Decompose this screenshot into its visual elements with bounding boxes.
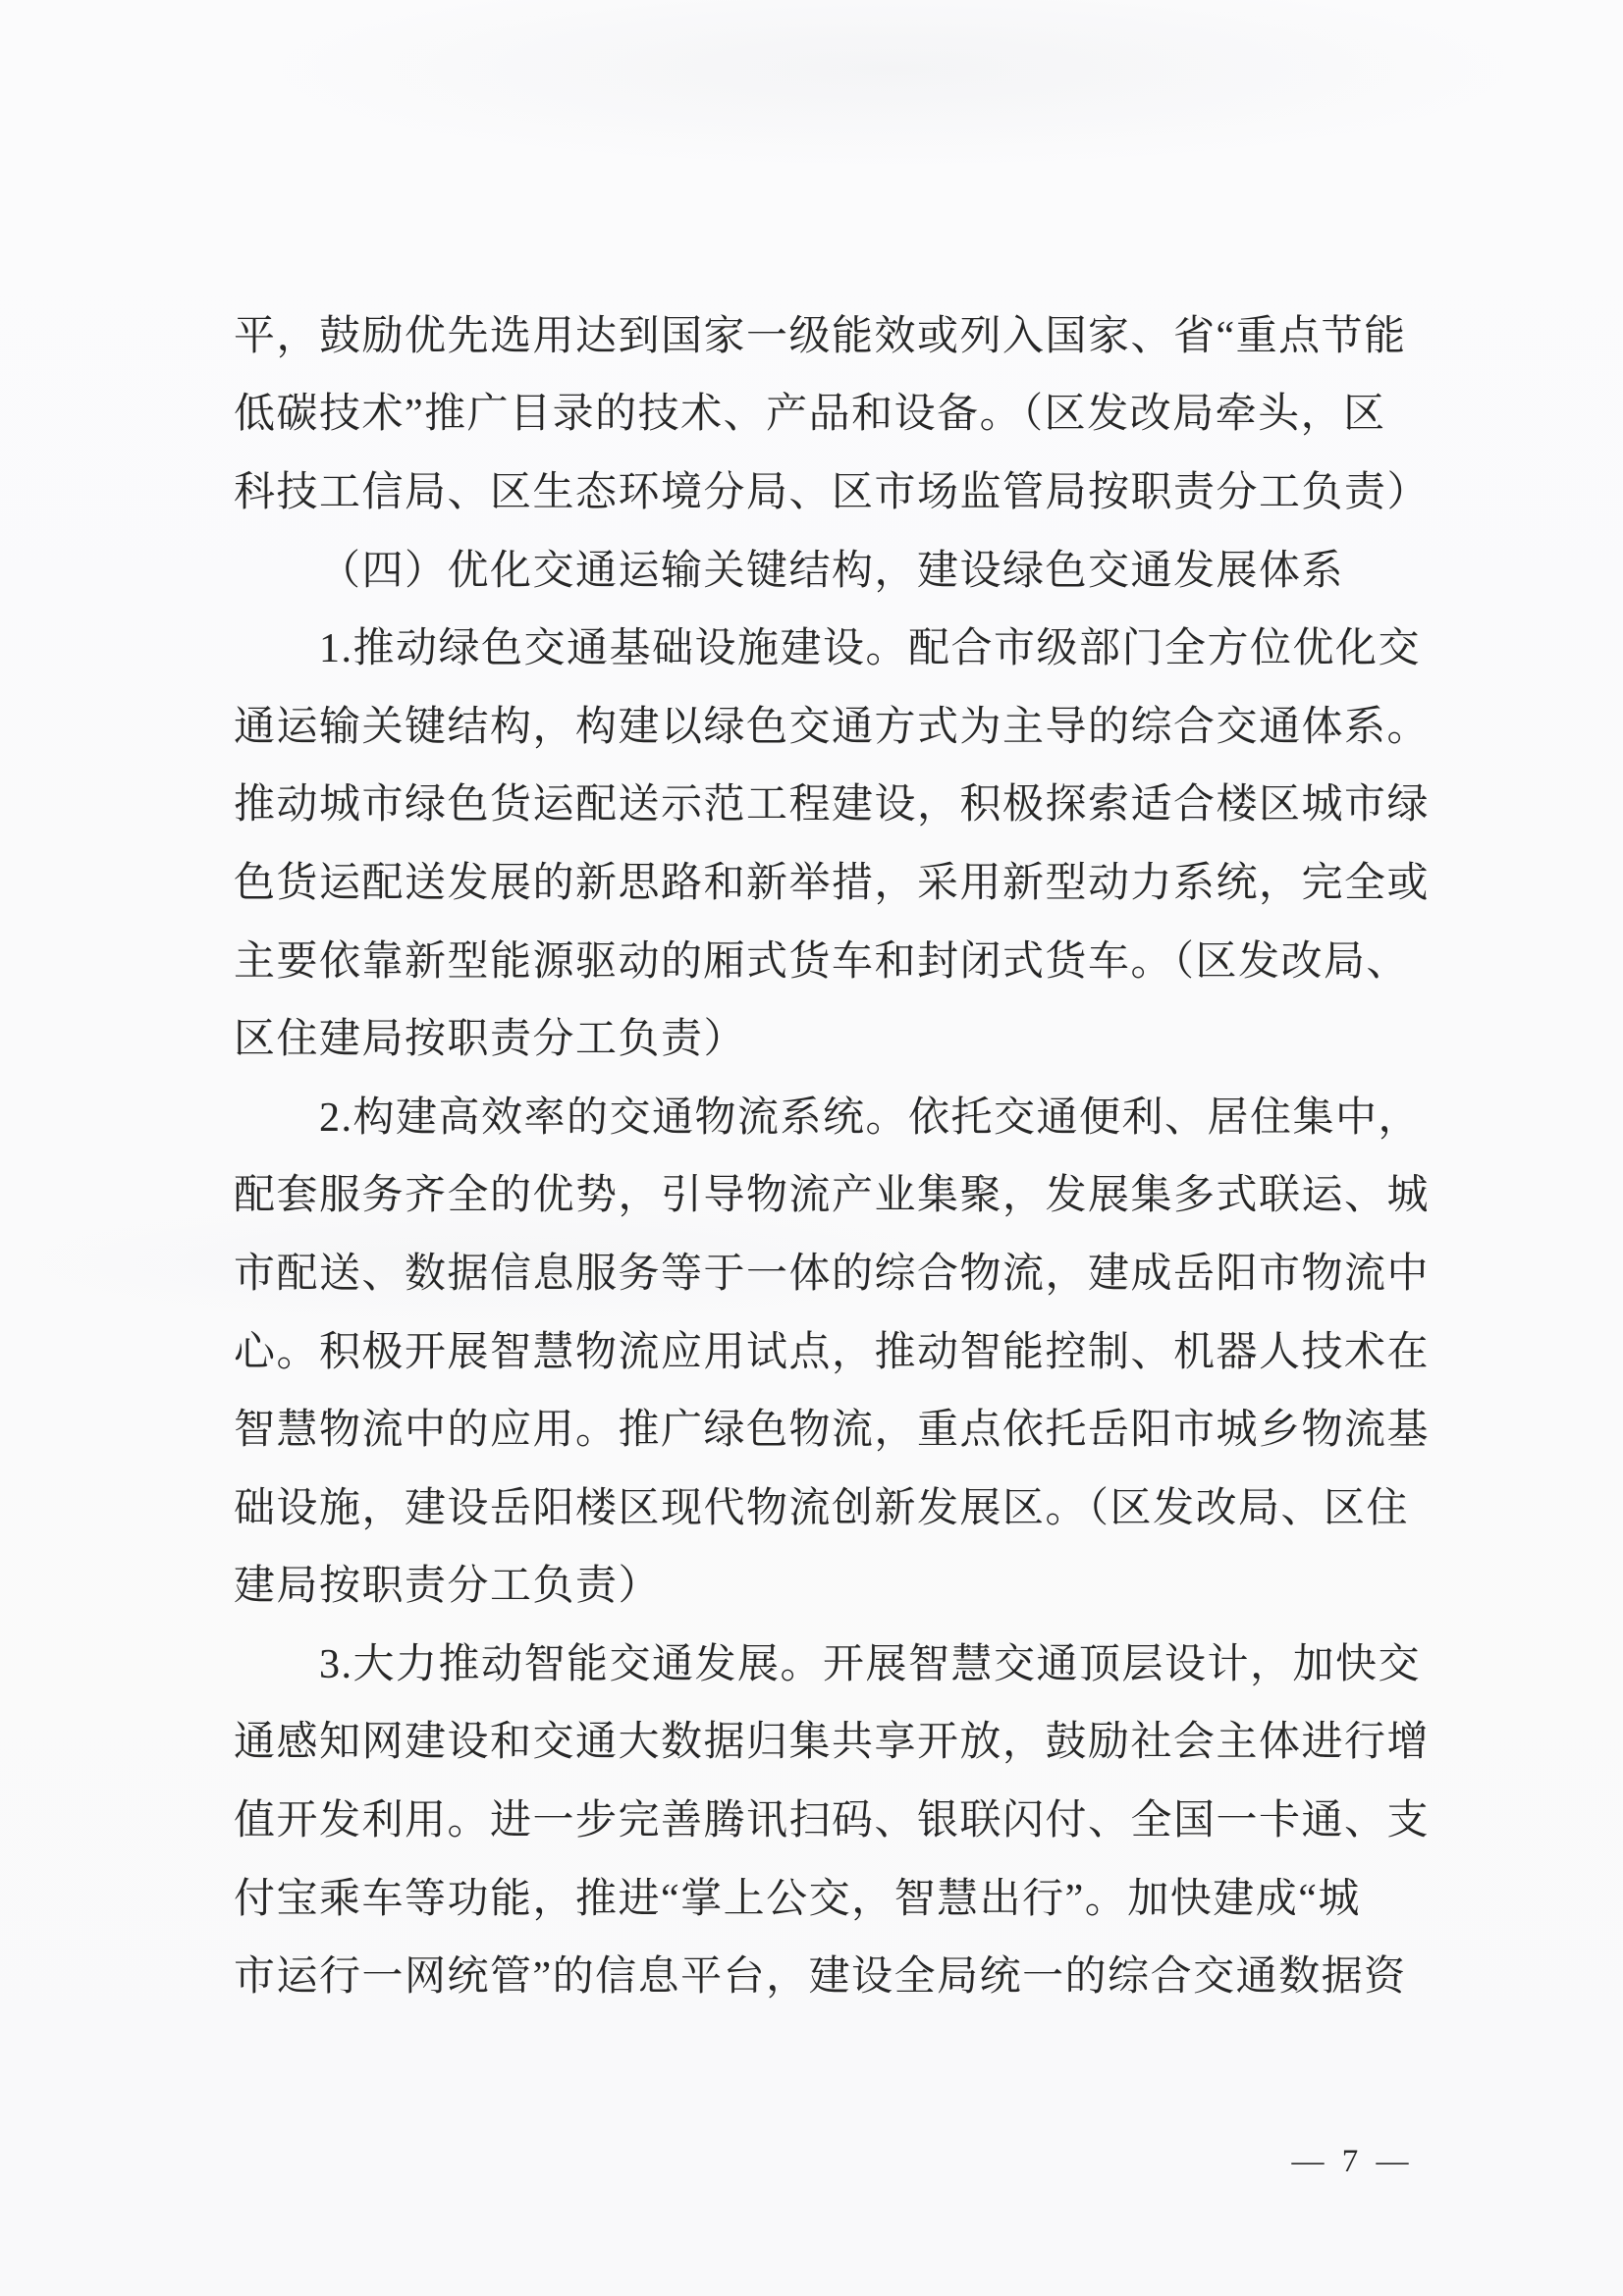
text-line: 3.大力推动智能交通发展。开展智慧交通顶层设计，加快交 (319, 1641, 1422, 1687)
text-line: 色货运配送发展的新思路和新举措，采用新型动力系统，完全或 (234, 860, 1431, 906)
text-line: 区住建局按职责分工负责） (234, 1017, 747, 1063)
text-line: 付宝乘车等功能，推进“掌上公交，智慧出行”。加快建成“城 (234, 1876, 1361, 1922)
text-line: 科技工信局、区生态环境分局、区市场监管局按职责分工负责） (234, 469, 1431, 515)
text-line: 智慧物流中的应用。推广绿色物流，重点依托岳阳市城乡物流基 (234, 1408, 1431, 1454)
text-line: 通运输关键结构，构建以绿色交通方式为主导的综合交通体系。 (234, 704, 1431, 750)
text-line: 市配送、数据信息服务等于一体的综合物流，建成岳阳市物流中 (234, 1251, 1431, 1297)
text-line: 2.构建高效率的交通物流系统。依托交通便利、居住集中， (319, 1095, 1422, 1141)
text-line: 推动城市绿色货运配送示范工程建设，积极探索适合楼区城市绿 (234, 782, 1431, 828)
text-line: 础设施，建设岳阳楼区现代物流创新发展区。（区发改局、区住 (234, 1485, 1410, 1531)
text-line: 低碳技术”推广目录的技术、产品和设备。（区发改局牵头，区 (234, 392, 1386, 438)
document-body (234, 294, 1432, 2012)
page-number: — 7 — (1291, 2144, 1414, 2179)
text-line: 建局按职责分工负责） (234, 1564, 662, 1610)
text-line: 值开发利用。进一步完善腾讯扫码、银联闪付、全国一卡通、支 (234, 1798, 1431, 1844)
text-line: 平，鼓励优先选用达到国家一级能效或列入国家、省“重点节能 (234, 313, 1407, 359)
text-line: 市运行一网统管”的信息平台，建设全局统一的综合交通数据资 (234, 1954, 1407, 2001)
section-heading: （四）优化交通运输关键结构，建设绿色交通发展体系 (319, 548, 1345, 594)
text-line: 主要依靠新型能源驱动的厢式货车和封闭式货车。（区发改局、 (234, 938, 1410, 985)
text-line: 配套服务齐全的优势，引导物流产业集聚，发展集多式联运、城 (234, 1173, 1431, 1219)
text-line: 1.推动绿色交通基础设施建设。配合市级部门全方位优化交 (319, 626, 1422, 672)
text-line: 心。积极开展智慧物流应用试点，推动智能控制、机器人技术在 (234, 1329, 1431, 1375)
text-line: 通感知网建设和交通大数据归集共享开放，鼓励社会主体进行增 (234, 1720, 1431, 1766)
